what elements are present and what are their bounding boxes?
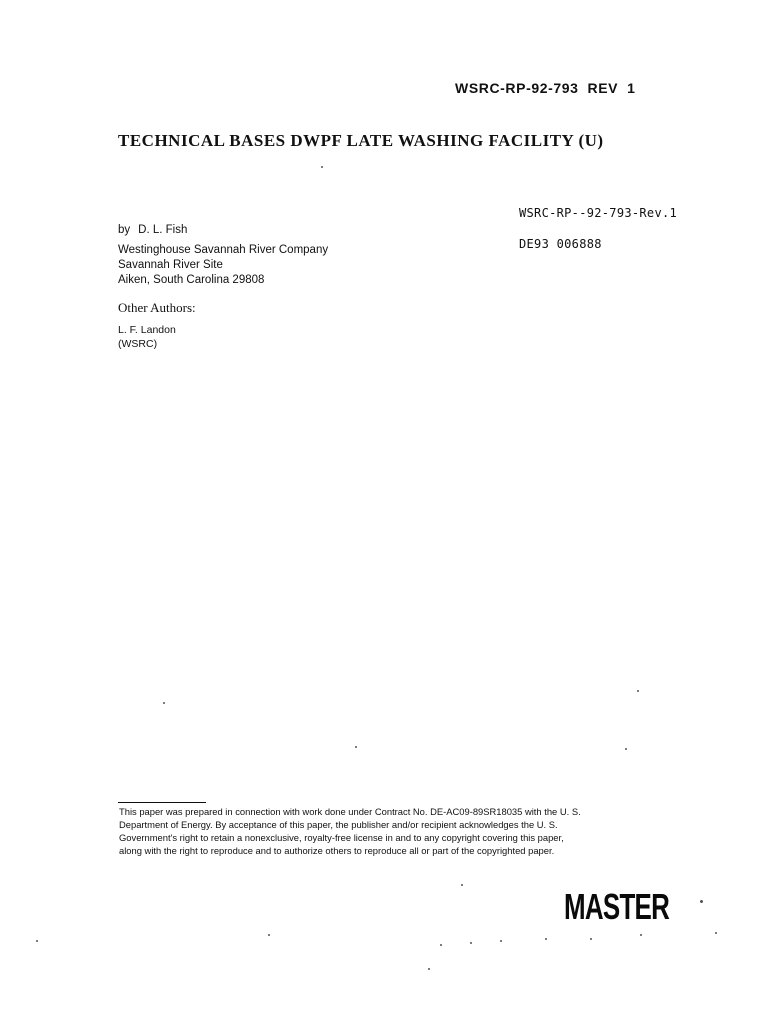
- scan-speck: [640, 934, 642, 936]
- osti-report-stamp: WSRC-RP--92-793-Rev.1: [519, 206, 678, 220]
- scan-speck: [268, 934, 270, 936]
- scan-speck: [715, 932, 717, 934]
- scan-speck: [470, 942, 472, 944]
- author-byline: [118, 224, 187, 236]
- coauthor-affiliation: (WSRC): [118, 338, 158, 350]
- affiliation-line: Savannah River Site: [118, 259, 223, 271]
- scan-speck: [428, 968, 430, 970]
- footnote-line: This paper was prepared in connection with work done under Contract No. DE-AC09-89SR18035 with the U. S.: [119, 806, 581, 817]
- footnote-rule: [118, 802, 206, 803]
- other-authors-list: [118, 323, 176, 351]
- footnote-line: Department of Energy. By acceptance of this paper, the publisher and/or recipient acknowledges the U. S.: [119, 819, 558, 830]
- author-affiliation: [118, 243, 328, 288]
- author-name: D. L. Fish: [138, 224, 188, 236]
- scan-speck: [461, 884, 463, 886]
- scan-speck: [163, 702, 165, 704]
- affiliation-line: Westinghouse Savannah River Company: [118, 244, 329, 256]
- master-stamp: MASTER: [564, 886, 670, 927]
- scan-speck: [500, 940, 502, 942]
- footnote-line: Government's right to retain a nonexclusive, royalty-free license in and to any copyright covering this paper,: [119, 832, 564, 843]
- scan-speck: [321, 166, 323, 168]
- coauthor-name: L. F. Landon: [118, 324, 176, 336]
- by-label: by: [118, 224, 131, 236]
- scan-speck: [440, 944, 442, 946]
- scan-speck: [637, 690, 639, 692]
- report-number: WSRC-RP-92-793 REV 1: [455, 80, 636, 96]
- scan-speck: [355, 746, 357, 748]
- scan-speck: [700, 900, 703, 903]
- copyright-footnote: [119, 805, 664, 857]
- document-title: TECHNICAL BASES DWPF LATE WASHING FACILITY (U): [118, 131, 604, 150]
- affiliation-line: Aiken, South Carolina 29808: [118, 274, 265, 286]
- osti-accession-stamp: DE93 006888: [519, 237, 602, 251]
- footnote-line: along with the right to reproduce and to authorize others to reproduce all or part of the copyrighted paper.: [119, 845, 555, 856]
- scan-speck: [625, 748, 627, 750]
- other-authors-heading: Other Authors:: [118, 300, 196, 315]
- scan-speck: [545, 938, 547, 940]
- scan-speck: [36, 940, 38, 942]
- scan-speck: [590, 938, 592, 940]
